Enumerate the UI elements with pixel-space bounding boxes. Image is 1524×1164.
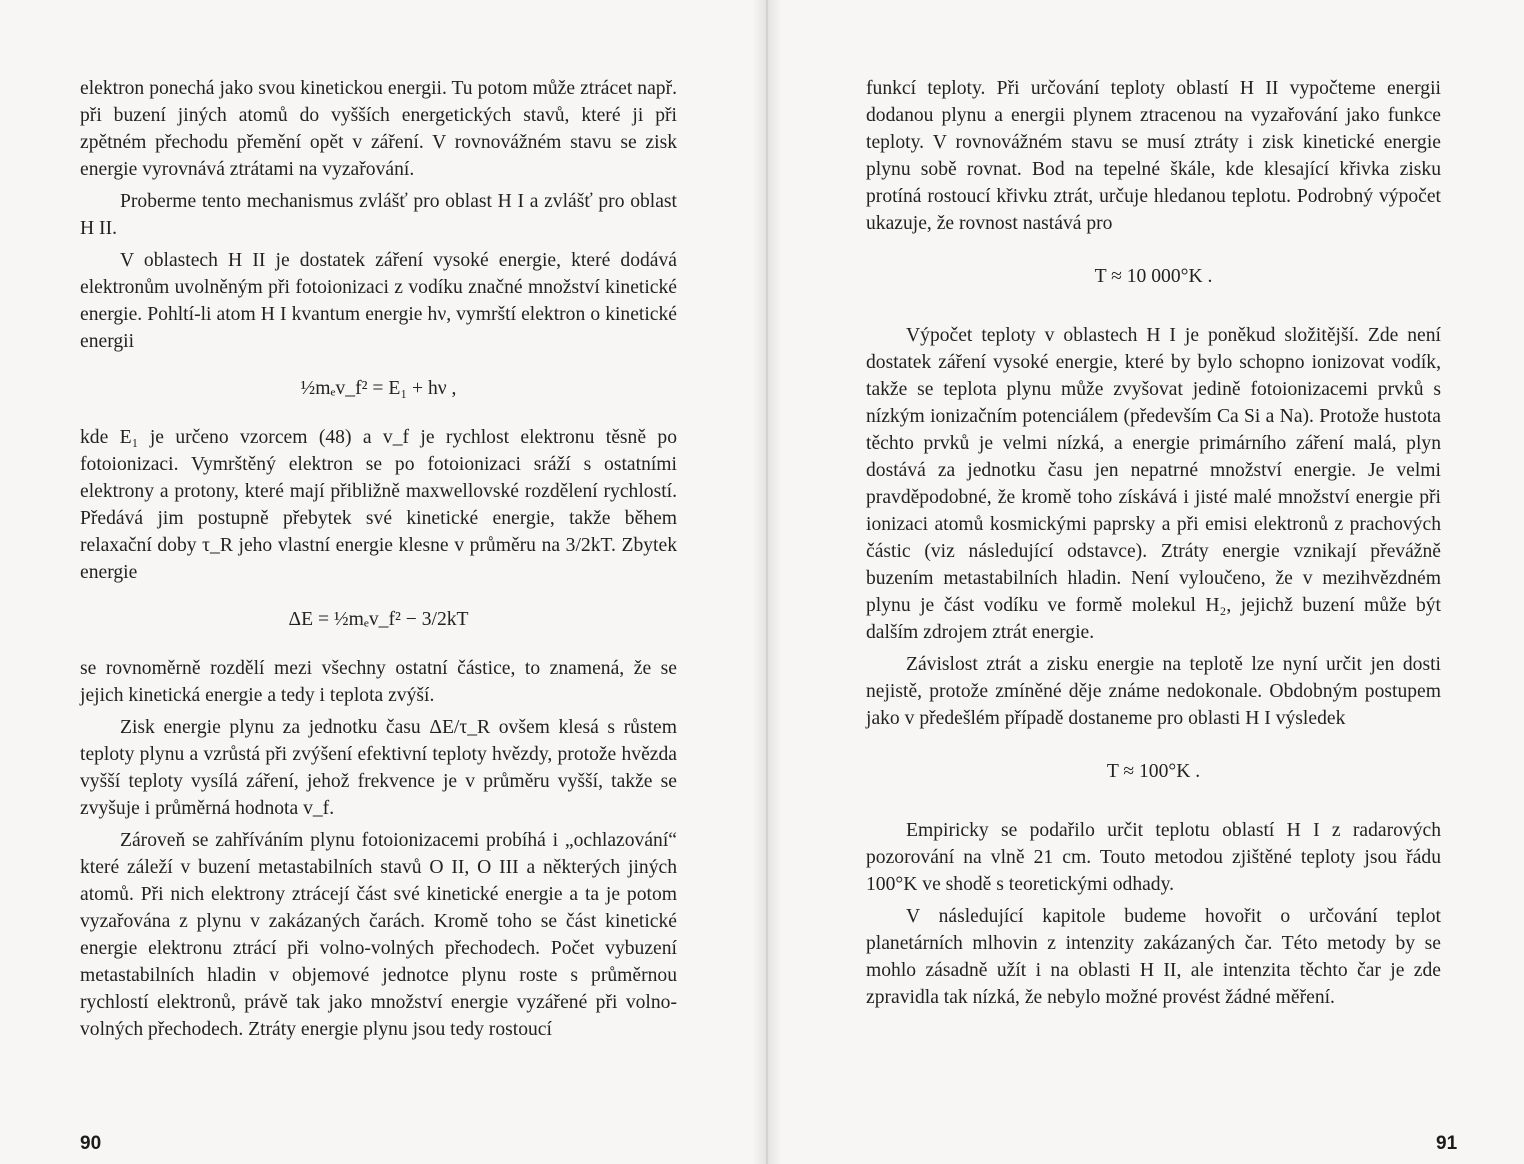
paragraph: V následující kapitole budeme hovořit o určování teplot planetárních mlhovin z intenzity zakázaných čar. Této metody by se mohlo zásadně užít i na oblasti H II, ale intenzita těchto čar je zde zpravidla tak nízká, že nebylo možné provést žádné měření. [866, 906, 1441, 1008]
paragraph: Výpočet teploty v oblastech H I je poněkud složitější. Zde není dostatek záření vysoké energie, které by bylo schopno ionizovat vodík, takže se teplota plynu může zvyšovat jedině fotoionizacemi prvků s nízkým ionizačním potenciálem (především Ca Si a Na). Protože hustota těchto prvků je velmi nízká, a energie primárního záření malá, plyn dostává za jednotku času jen nepatrné množství energie. Je velmi pravděpodobné, že kromě toho získává i jisté malé množství energie při ionizaci atomů kosmickými paprsky a při emisi elektronů z prachových částic (viz následující odstavce). Ztráty energie vznikají převážně buzením metastabilních hladin. Není vyloučeno, že v mezihvězdném plynu je část vodíku ve formě molekul H₂, jejichž buzení může být dalším zdrojem ztrát energie. [866, 325, 1441, 643]
equation: ΔE = ½mₑv_f² − 3/2kT [288, 609, 469, 630]
left-page [0, 0, 760, 1164]
equation: T ≈ 10 000°K . [1094, 266, 1213, 287]
equation: T ≈ 100°K . [1106, 761, 1201, 782]
paragraph: V oblastech H II je dostatek záření vysoké energie, které dodává elektronům uvolněným při fotoionizaci z vodíku značné množství kinetické energie. Pohltí-li atom H I kvantum energie hν, vymrští elektron o kinetické energii [80, 250, 677, 352]
right-page [780, 0, 1524, 1164]
paragraph: Empiricky se podařilo určit teplotu oblastí H I z radarových pozorování na vlně 21 cm. Touto metodou zjištěné teploty jsou řádu 100°K ve shodě s teoretickými odhady. [866, 820, 1441, 895]
paragraph: Zároveň se zahříváním plynu fotoionizacemi probíhá i „ochlazování“ které záleží v buzení metastabilních stavů O II, O III a některých jiných atomů. Při nich elektrony ztrácejí část své kinetické energie a ta je potom vyzařována z plynu v zakázaných čarách. Kromě toho se část kinetické energie elektronu ztrácí při volno-volných přechodech. Počet vybuzení metastabilních hladin v objemové jednotce plynu roste s průměrnou rychlostí elektronů, právě tak jako množství energie vyzářené při volno-volných přechodech. Ztráty energie plynu jsou tedy rostoucí [80, 830, 677, 1040]
paragraph: Zisk energie plynu za jednotku času ΔE/τ_R ovšem klesá s růstem teploty plynu a vzrůstá při zvýšení efektivní teploty hvězdy, protože hvězda vyšší teploty vysílá záření, jehož frekvence je v průměru vyšší, takže se zvyšuje i průměrná hodnota v_f. [80, 717, 677, 819]
page-number: 91 [1436, 1133, 1458, 1154]
paragraph: elektron ponechá jako svou kinetickou energii. Tu potom může ztrácet např. při buzení jiných atomů do vyšších energetických stavů, které ji při zpětném přechodu přemění opět v záření. V rovnovážném stavu se zisk energie vyrovnává ztrátami na vyzařování. [80, 78, 677, 180]
paragraph: Proberme tento mechanismus zvlášť pro oblast H I a zvlášť pro oblast H II. [80, 191, 677, 239]
equation: ½mₑv_f² = E₁ + hν , [300, 378, 457, 399]
left-page-text [80, 75, 677, 1043]
paragraph: Závislost ztrát a zisku energie na teplotě lze nyní určit jen dosti nejistě, protože zmíněné děje známe nedokonale. Obdobným postupem jako v předešlém případě dostaneme pro oblasti H I výsledek [866, 654, 1441, 729]
right-page-text [866, 75, 1441, 1011]
paragraph: kde E₁ je určeno vzorcem (48) a v_f je rychlost elektronu těsně po fotoionizaci. Vymrštěný elektron se po fotoionizaci sráží s ostatními elektrony a protony, které mají přibližně maxwellovské rozdělení rychlostí. Předává jim postupně přebytek své kinetické energie, takže během relaxační doby τ_R jeho vlastní energie klesne v průměru na 3/2kT. Zbytek energie [80, 427, 677, 583]
page-number: 90 [80, 1133, 102, 1154]
paragraph: funkcí teploty. Při určování teploty oblastí H II vypočteme energii dodanou plynu a energii plynem ztracenou na vyzařování jako funkce teploty. V rovnovážném stavu se musí ztráty i zisk kinetické energie plynu sobě rovnat. Bod na tepelné škále, kde klesající křivka zisku protíná rostoucí křivku ztrát, určuje hledanou teplotu. Podrobný výpočet ukazuje, že rovnost nastává pro [866, 78, 1441, 234]
paragraph: se rovnoměrně rozdělí mezi všechny ostatní částice, to znamená, že se jejich kinetická energie a tedy i teplota zvýší. [80, 658, 677, 706]
